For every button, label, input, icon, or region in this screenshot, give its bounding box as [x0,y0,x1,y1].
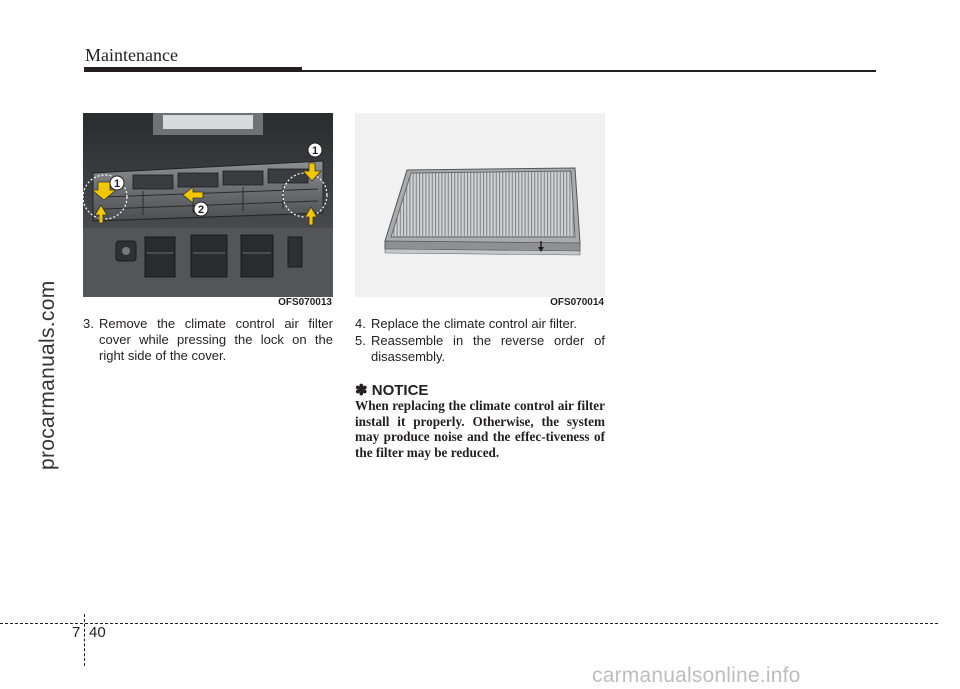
figure-caption-text: OFS070013 [278,297,332,308]
figure-filter-cover [83,113,333,309]
section-title: Maintenance [85,45,178,65]
figure-air-filter [355,113,605,309]
header-rule-thick [84,67,302,72]
step-text: Remove the climate control air filter cover while pressing the lock on the right side of the cover. [99,316,333,363]
footer-vertical-divider [84,614,85,666]
step-number: 5. [355,333,366,348]
step-text: Reassemble in the reverse order of disassembly. [371,333,605,364]
watermark-left: procarmanuals.com [36,280,59,470]
figure-caption [355,297,605,309]
filter-cover-illustration [83,113,333,309]
step-4 [355,316,605,332]
step-text: Replace the climate control air filter. [371,316,577,331]
step-5 [355,333,605,365]
header-rule-thin [302,70,876,72]
step-3 [83,316,333,364]
notice-body: When replacing the climate control air filter install it properly. Otherwise, the system may produce noise and the effec-tiveness of the filter may be reduced. [355,398,605,460]
step-number: 3. [83,316,94,331]
callout-1-left: 1 [113,178,121,190]
chapter-number: 7 [72,624,81,641]
footer-divider [0,623,938,624]
air-filter-illustration [355,113,605,309]
callout-1-right: 1 [311,145,319,157]
watermark-bottom: carmanualsonline.info [592,664,801,687]
figure-caption-text: OFS070014 [550,297,604,308]
notice-heading: ✽ NOTICE [355,382,429,399]
step-number: 4. [355,316,366,331]
callout-2: 2 [197,204,205,216]
page-number: 40 [89,624,106,641]
figure-caption [83,297,333,309]
